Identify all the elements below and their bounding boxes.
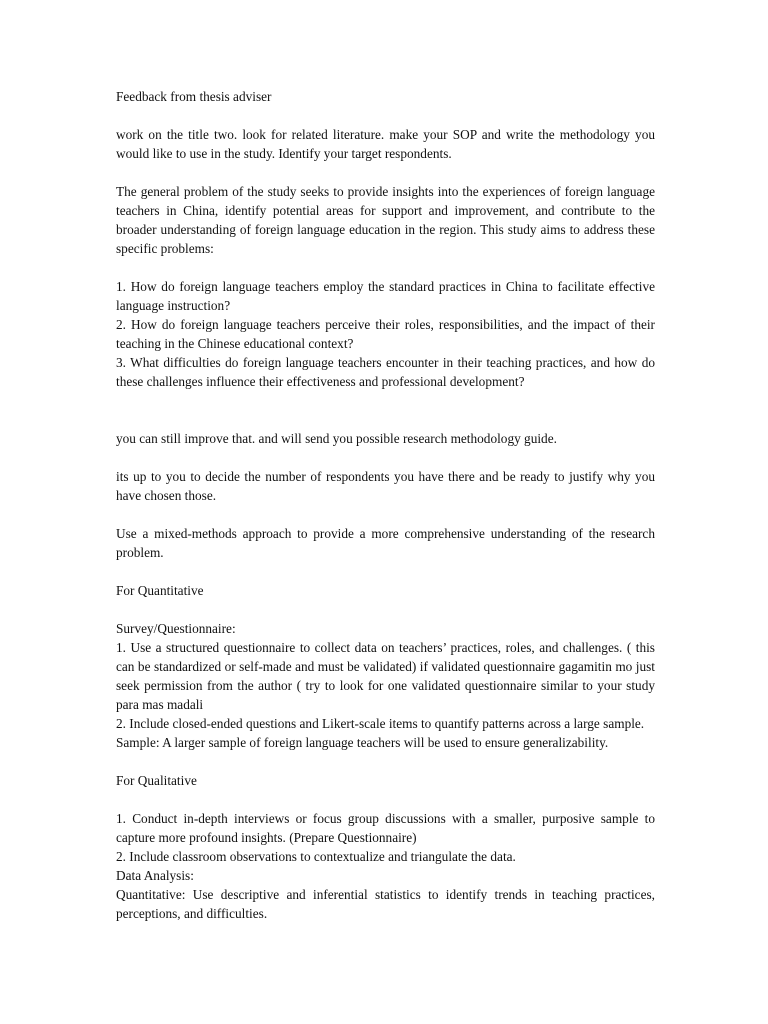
document-heading: Feedback from thesis adviser bbox=[116, 89, 272, 104]
quantitative-heading: For Quantitative bbox=[116, 583, 204, 598]
problem-item: 1. How do foreign language teachers employ the standard practices in China to facilitate effective language instruction? bbox=[116, 279, 655, 313]
qualitative-item: 1. Conduct in-depth interviews or focus group discussions with a smaller, purposive sample to capture more profound insights. (Prepare Questionnaire) bbox=[116, 811, 655, 845]
qualitative-item: Quantitative: Use descriptive and inferential statistics to identify trends in teaching practices, perceptions, and difficulties. bbox=[116, 887, 655, 921]
problem-item: 3. What difficulties do foreign language teachers encounter in their teaching practices, and how do these challenges influence their effectiveness and professional development? bbox=[116, 355, 655, 389]
problem-item: 2. How do foreign language teachers perceive their roles, responsibilities, and the impact of their teaching in the Chinese educational context? bbox=[116, 317, 655, 351]
quantitative-subheading: Survey/Questionnaire: bbox=[116, 621, 236, 636]
mixed-methods-paragraph: Use a mixed-methods approach to provide a more comprehensive understanding of the research problem. bbox=[116, 526, 655, 560]
qualitative-item: 2. Include classroom observations to contextualize and triangulate the data. bbox=[116, 849, 516, 864]
quantitative-item: 1. Use a structured questionnaire to collect data on teachers’ practices, roles, and challenges. ( this can be standardized or self-made and must be validated) if validated questionnaire gagamitin mo just seek permission from the author ( try to look for one validated questionnaire similar to your study para mas madali bbox=[116, 640, 655, 712]
respondents-note: its up to you to decide the number of respondents you have there and be ready to justify why you have chosen those. bbox=[116, 469, 655, 503]
specific-problems-list bbox=[116, 277, 655, 391]
quantitative-item: 2. Include closed-ended questions and Likert-scale items to quantify patterns across a large sample. bbox=[116, 716, 645, 731]
quantitative-item: Sample: A larger sample of foreign language teachers will be used to ensure generalizability. bbox=[116, 735, 609, 750]
qualitative-section bbox=[116, 809, 655, 923]
document-page bbox=[116, 87, 655, 923]
general-problem-paragraph: The general problem of the study seeks to provide insights into the experiences of foreign language teachers in China, identify potential areas for support and improvement, and contribute to the broader understanding of foreign language education in the region. This study aims to address these specific problems: bbox=[116, 184, 655, 256]
data-analysis-label: Data Analysis: bbox=[116, 868, 194, 883]
qualitative-heading: For Qualitative bbox=[116, 773, 197, 788]
intro-paragraph: work on the title two. look for related literature. make your SOP and write the methodology you would like to use in the study. Identify your target respondents. bbox=[116, 127, 655, 161]
improve-note: you can still improve that. and will send you possible research methodology guide. bbox=[116, 431, 557, 446]
quantitative-section bbox=[116, 619, 655, 752]
